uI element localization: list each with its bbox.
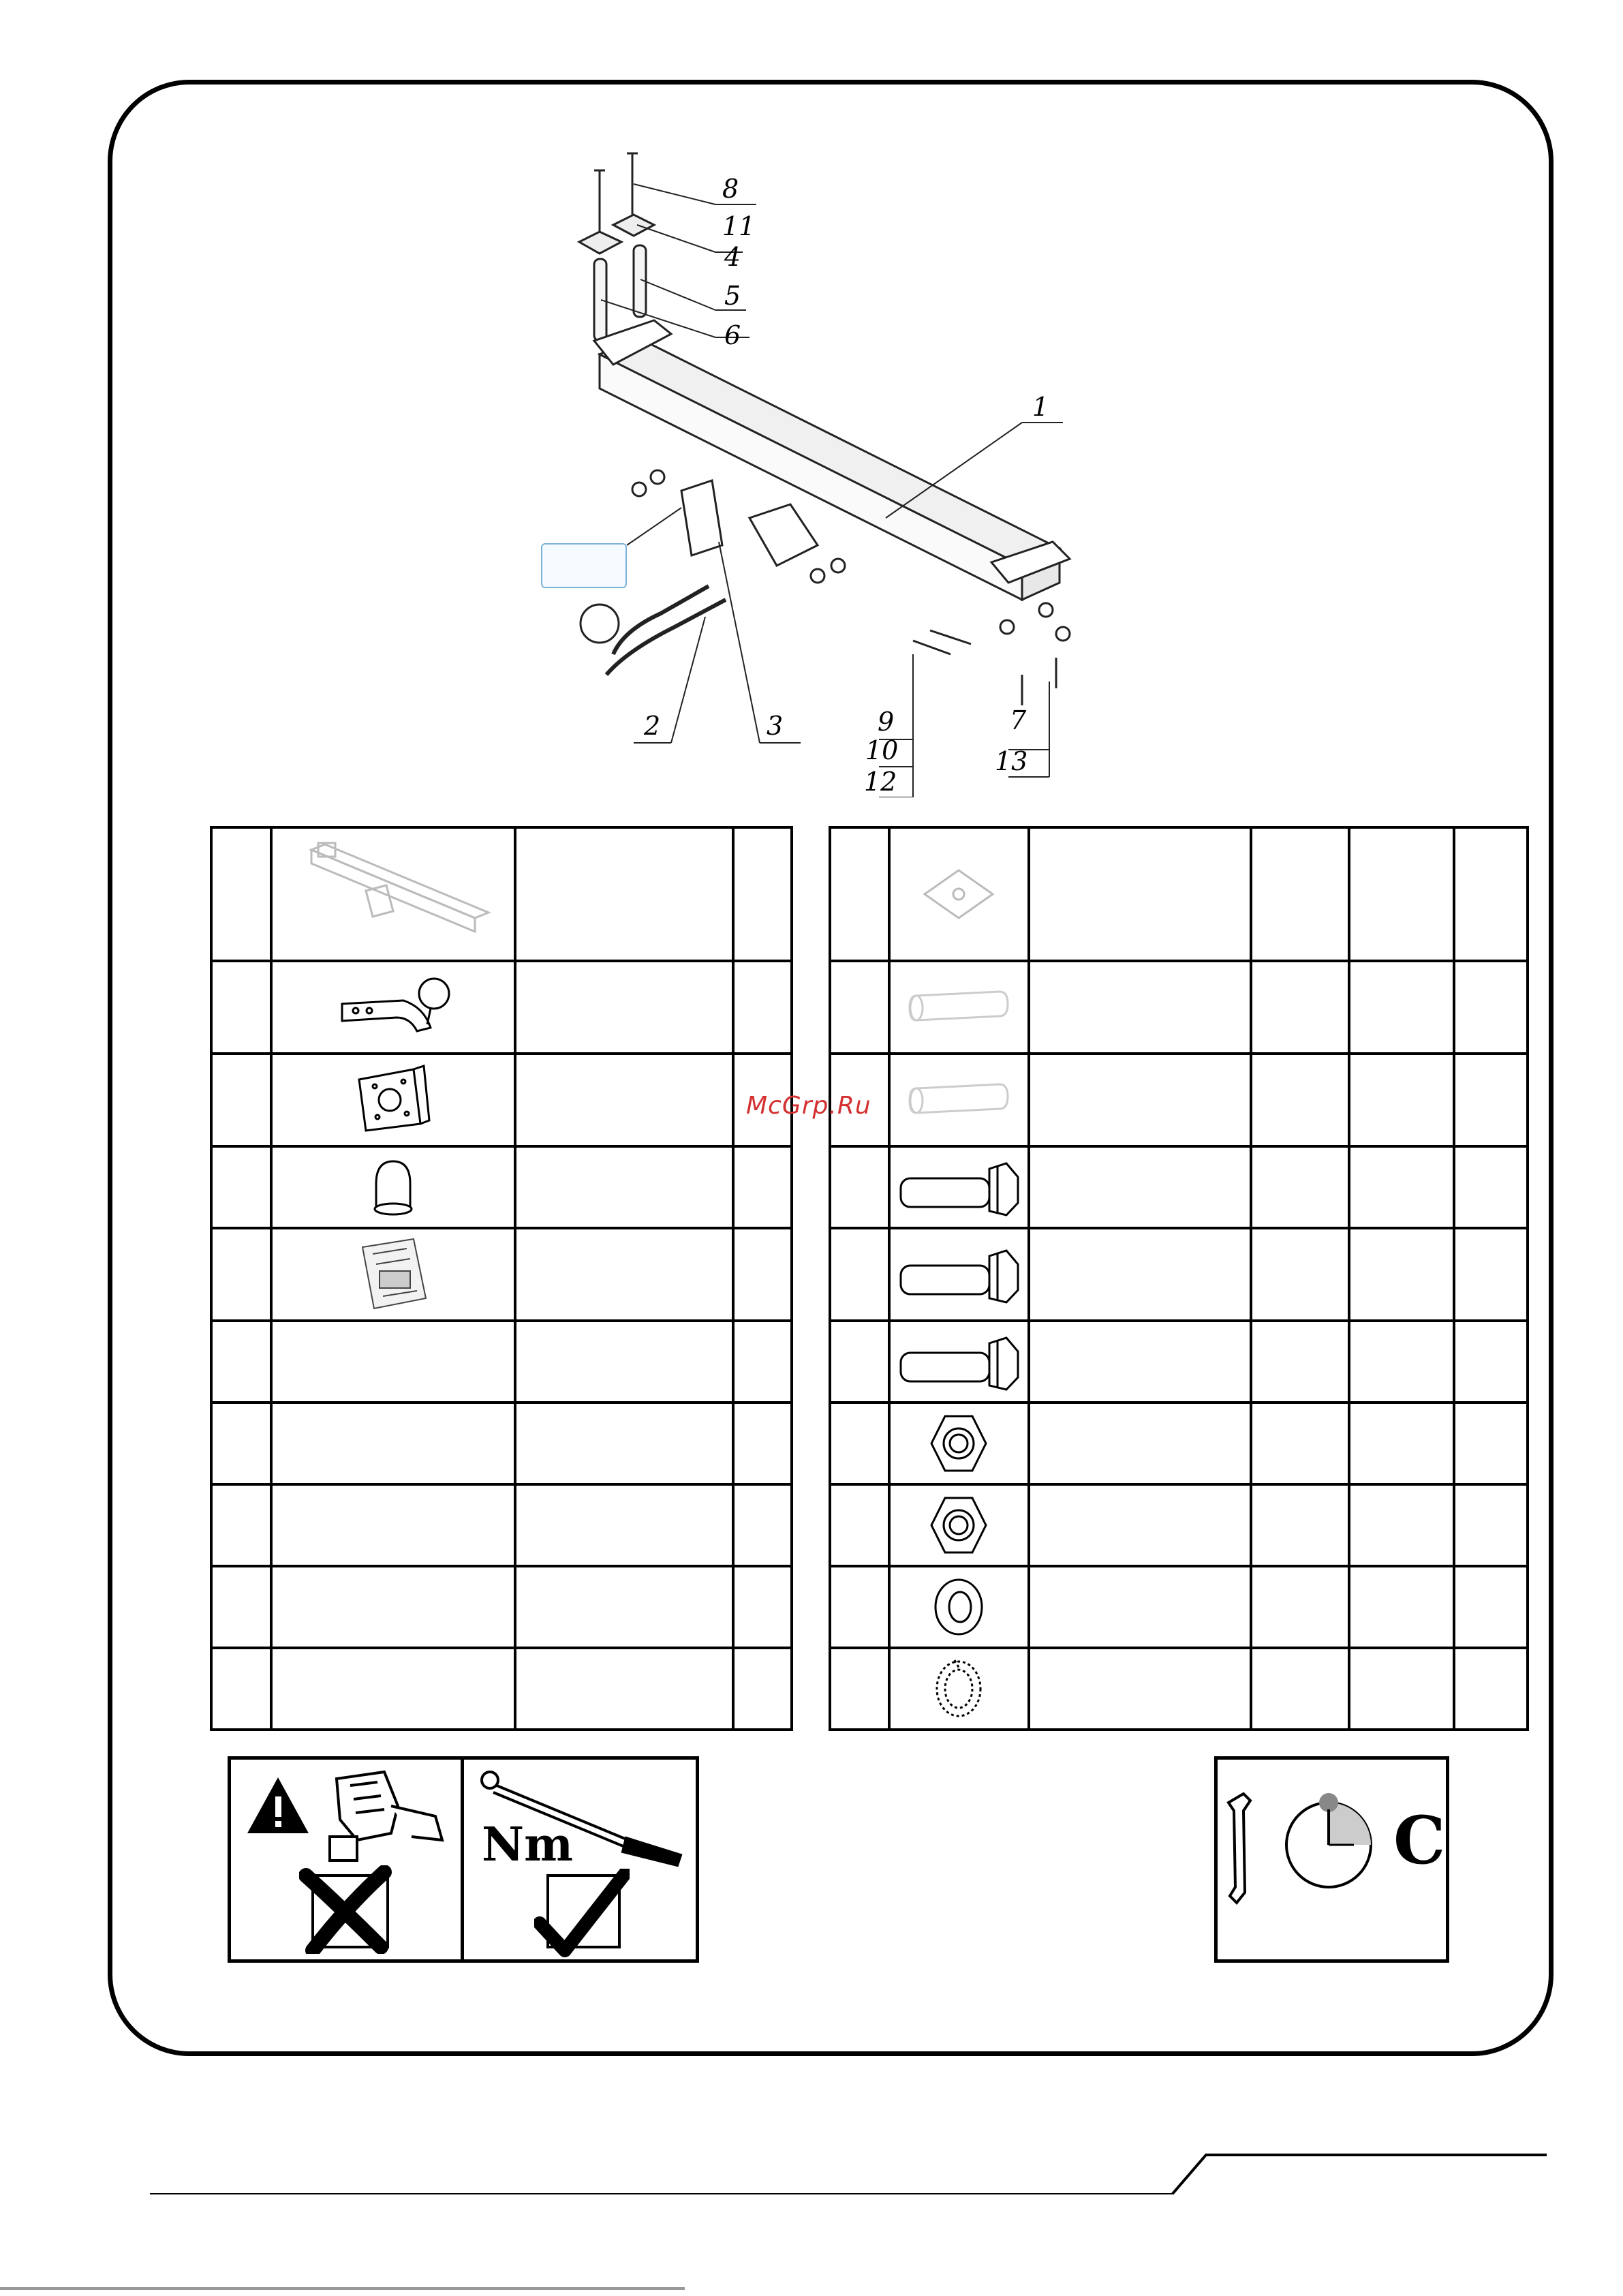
hex-nut-icon [889, 1403, 1029, 1484]
cross-mark-icon [299, 1865, 395, 1954]
spring-washer-icon [889, 1648, 1029, 1730]
footer-rule [150, 2140, 1554, 2194]
assembly-diagram [518, 143, 1131, 797]
tool-panel-left [228, 1756, 699, 1963]
table-row [830, 1566, 1528, 1648]
callout-1: 1 [1032, 392, 1049, 422]
long-bolt-right [613, 153, 654, 236]
bottom-edge-line [0, 2287, 685, 2290]
square-plate-washer-icon [889, 827, 1029, 961]
table-row [211, 1484, 792, 1566]
highlight-box [541, 543, 627, 588]
callout-6: 6 [724, 320, 741, 350]
callout-11: 11 [722, 211, 756, 241]
callout-12: 12 [864, 767, 897, 797]
spacer-tube-icon [889, 961, 1029, 1054]
spanner-icon [1223, 1790, 1257, 1913]
parts-table-left [210, 826, 793, 1731]
ball-cap-icon [271, 1146, 515, 1228]
torque-label: Nm [482, 1818, 574, 1872]
table-row [211, 1054, 792, 1146]
bolt-icon [889, 1146, 1029, 1228]
check-mark-icon [534, 1869, 630, 1957]
watermark: McGrp.Ru [746, 1092, 871, 1120]
socket-bracket-icon [271, 1054, 515, 1146]
manual-booklet-icon [271, 1228, 515, 1321]
callout-3: 3 [767, 711, 784, 741]
table-row [211, 827, 792, 961]
socket-bracket [681, 480, 722, 555]
callout-5: 5 [724, 281, 741, 311]
spacer-tube-icon [889, 1054, 1029, 1146]
table-row [830, 1648, 1528, 1730]
ball-hook-icon [271, 961, 515, 1054]
callout-9: 9 [878, 707, 895, 737]
hex-nut-icon [889, 1484, 1029, 1566]
main-beam [594, 320, 1070, 600]
warning-icon [246, 1775, 311, 1836]
callout-7: 7 [1010, 705, 1027, 735]
table-row [211, 961, 792, 1054]
table-row [830, 1484, 1528, 1566]
clock-icon [1282, 1784, 1378, 1893]
impact-wrench-icon [309, 1765, 452, 1867]
parts-table-right [829, 826, 1529, 1731]
bolt-icon [889, 1321, 1029, 1403]
callout-10: 10 [865, 735, 899, 765]
panel-divider [461, 1760, 464, 1959]
table-row [830, 1321, 1528, 1403]
table-row [211, 1648, 792, 1730]
table-row [830, 1228, 1528, 1321]
table-row [830, 1054, 1528, 1146]
table-row [211, 1146, 792, 1228]
long-bolt-left [579, 170, 621, 254]
ball-hook [581, 586, 726, 675]
table-row [211, 1403, 792, 1484]
callout-13: 13 [995, 746, 1028, 776]
table-row [830, 1146, 1528, 1228]
table-row [830, 961, 1528, 1054]
tow-bar-frame-icon [271, 827, 515, 961]
callout-4: 4 [724, 242, 741, 272]
flat-washer-icon [889, 1566, 1029, 1648]
table-row [830, 827, 1528, 961]
spacer-tube-left [594, 259, 606, 341]
table-row [211, 1228, 792, 1321]
time-label: C [1393, 1802, 1446, 1879]
table-row [830, 1403, 1528, 1484]
table-row [211, 1566, 792, 1648]
tool-panel-right [1214, 1756, 1449, 1963]
bolt-icon [889, 1228, 1029, 1321]
callout-2: 2 [644, 711, 661, 741]
callout-8: 8 [722, 174, 739, 204]
table-row [211, 1321, 792, 1403]
